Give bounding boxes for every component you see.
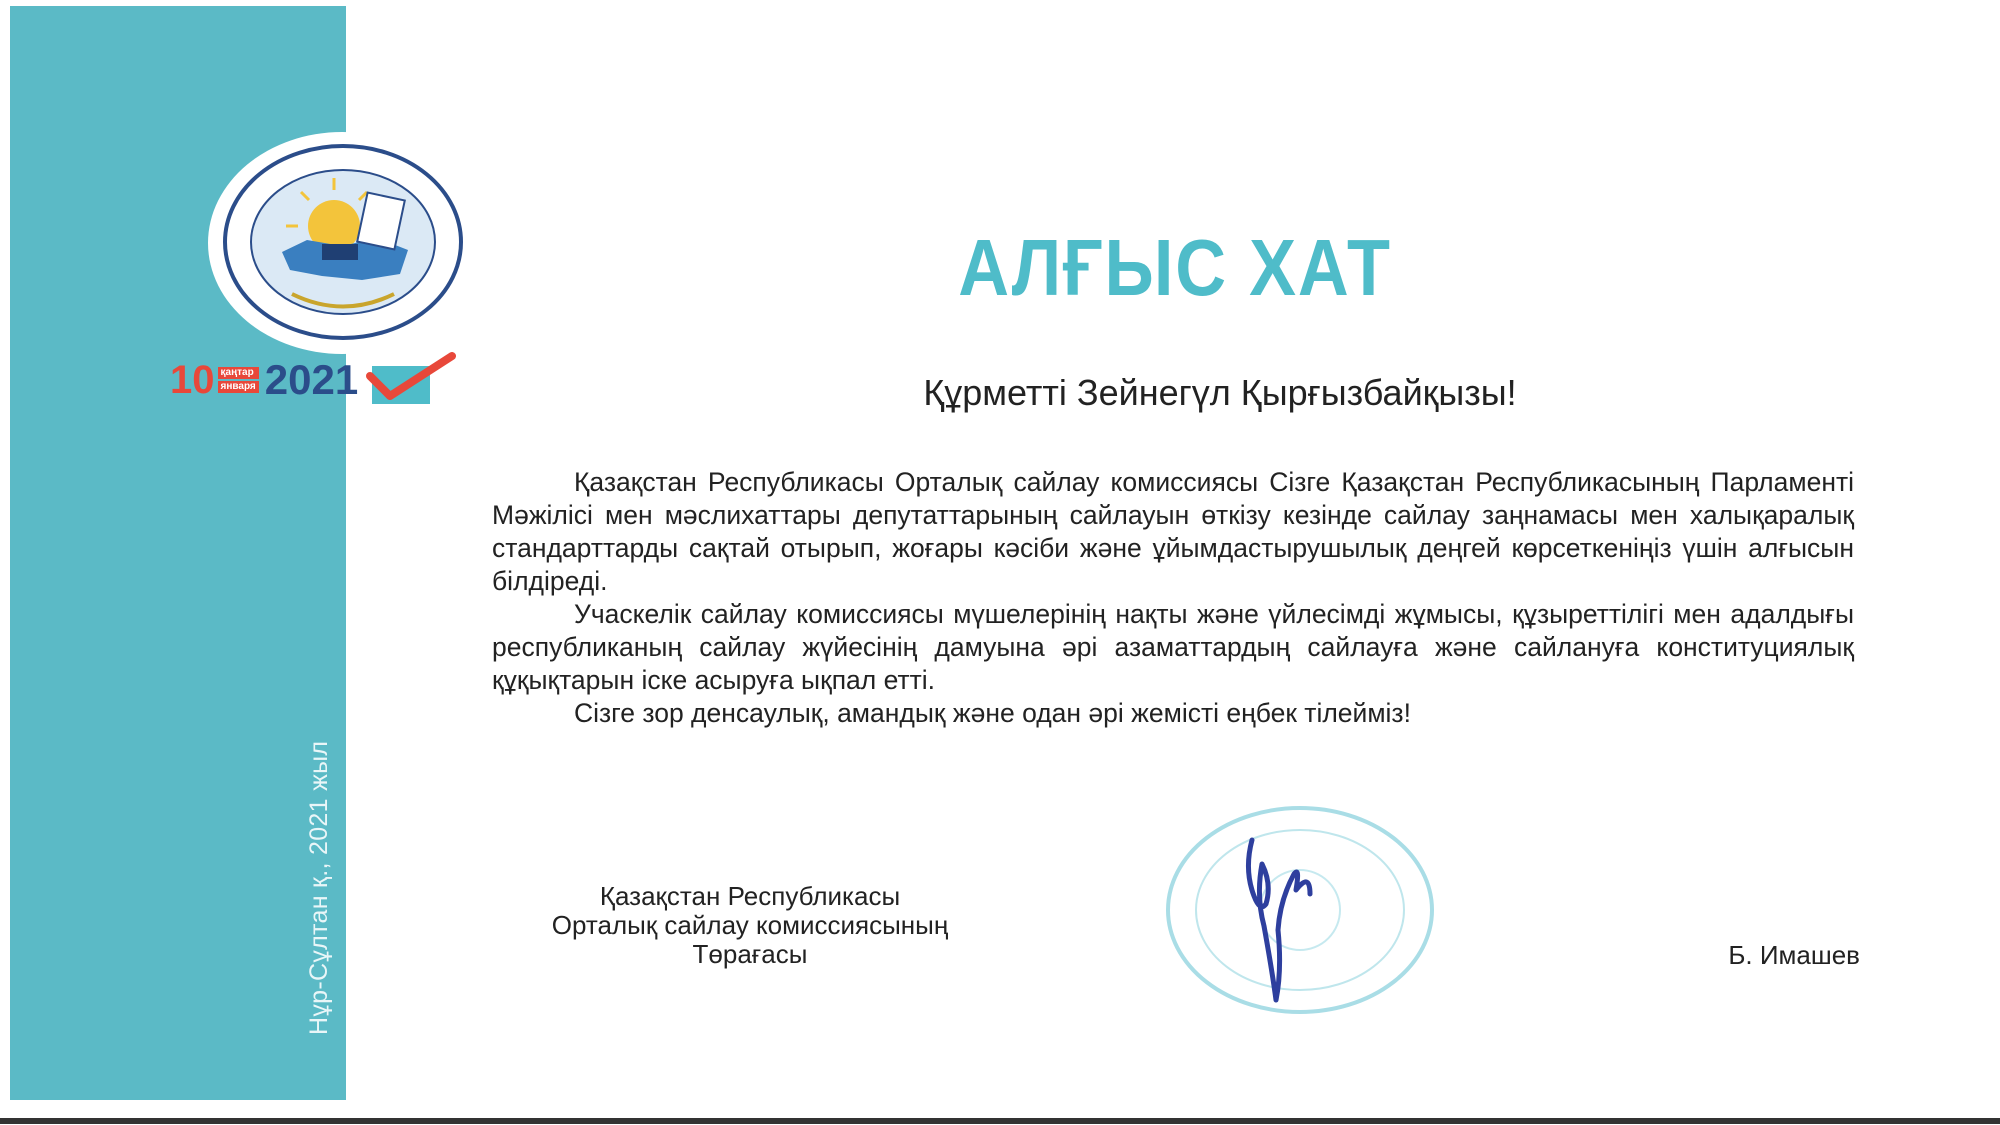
letter-paragraph: Учаскелік сайлау комиссиясы мүшелерінің нақты және үйлесімді жұмысы, құзыреттілігі мен адалдығы республиканың сайлау жүйесінің дамуына әрі азаматтардың сайлауға және сайлануға конституциялық құқықтарын іске асыруға ықпал етті. [492,599,1854,695]
election-month-kz: қаңтар [218,367,259,379]
bottom-rule [0,1118,2000,1124]
letter-body [492,466,1854,730]
checkmark-icon [366,352,456,408]
official-stamp-icon [1160,800,1440,1020]
election-commission-seal-icon [212,134,474,350]
election-year: 2021 [264,356,359,403]
signer-name: Б. Имашев [1728,940,1860,970]
election-month-ru: января [218,381,259,393]
handwritten-signature-icon [1248,840,1310,1000]
election-date-badge [170,352,456,408]
signer-position-line: Төрағасы [692,939,808,969]
signer-position-line: Қазақстан Республикасы [599,881,901,911]
letter-title: АЛҒЫС ХАТ [958,223,1392,312]
letter-paragraph: Қазақстан Республикасы Орталық сайлау комиссиясы Сізге Қазақстан Республикасының Парламенті Мәжілісі мен мәслихаттары депутаттарының сайлауын өткізу кезінде сайлау заңнамасы мен халықаралық стандарттарды сақтай отырып, жоғары кәсіби және ұйымдастырушылық деңгей көрсеткеніңіз үшін алғысын білдіреді. [492,467,1854,596]
signer-position-line: Орталық сайлау комиссиясының [551,910,949,940]
election-month-labels [218,366,259,394]
city-year-label: Нұр-Сұлтан қ., 2021 жыл [305,740,333,1035]
election-day: 10 [170,358,215,402]
letter-greeting: Құрметті Зейнегүл Қырғызбайқызы! [923,372,1517,413]
letter-paragraph: Сізге зор денсаулық, амандық және одан әрі жемісті еңбек тілейміз! [574,698,1411,728]
signer-position [480,882,1020,969]
